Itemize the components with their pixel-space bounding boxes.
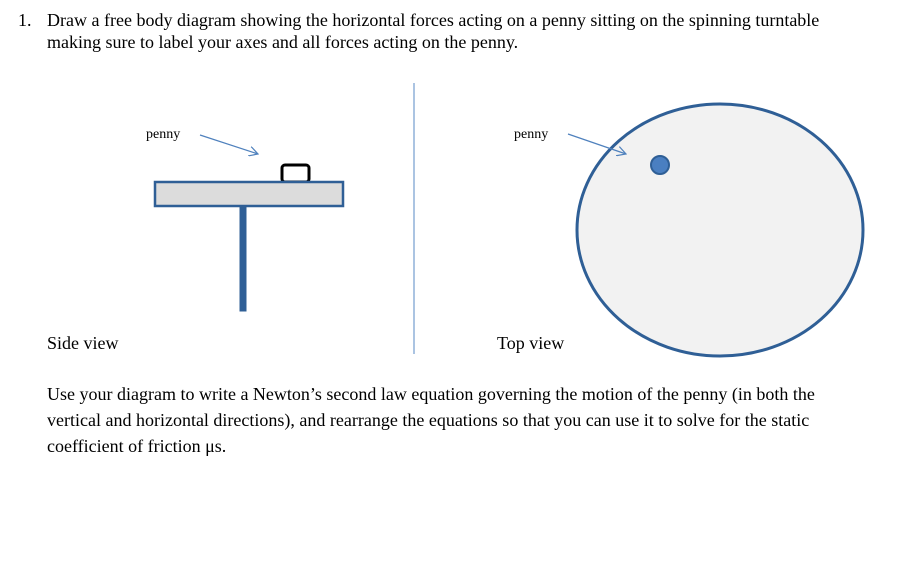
turntable-platter: [155, 182, 343, 206]
top-view-penny: [651, 156, 669, 174]
top-view-diagram: [497, 104, 863, 356]
question-number: 1.: [18, 10, 32, 30]
side-view-penny-arrow: [200, 135, 258, 154]
top-view-caption: Top view: [497, 333, 565, 353]
follow-up-instructions: Use your diagram to write a Newton’s second law equation governing the motion of the penny (in both the vertical and horizontal directions), and rearrange the equations so that you can use it to solve for the static coefficient of friction μs.: [47, 384, 815, 456]
side-view-penny-label: penny: [146, 127, 181, 142]
top-view-penny-label: penny: [514, 127, 549, 142]
side-view-penny: [282, 165, 309, 182]
turntable-spindle: [240, 206, 246, 311]
side-view-caption: Side view: [47, 333, 119, 353]
question-prompt: Draw a free body diagram showing the horizontal forces acting on a penny sitting on the spinning turntable making sure to label your axes and all forces acting on the penny.: [47, 10, 820, 52]
turntable-top-disk: [577, 104, 863, 356]
side-view-diagram: [47, 127, 343, 353]
